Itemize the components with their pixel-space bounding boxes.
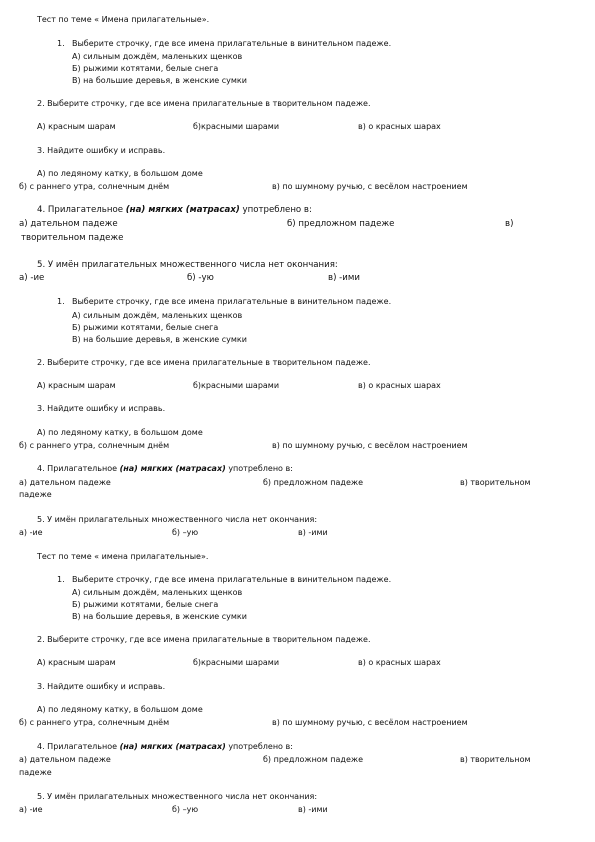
q4-option-b: б) предложном падеже	[287, 219, 395, 229]
q2-option-b: б)красными шарами	[193, 381, 280, 390]
q4-italic-2: (матрасах)	[182, 205, 240, 215]
q5-option-c: в) -ими	[298, 528, 328, 537]
q1-option-a: А) сильным дождём, маленьких щенков	[72, 311, 243, 320]
q2-option-b: б)красными шарами	[193, 122, 280, 131]
q3-option-a: А) по ледяному катку, в большом доме	[37, 705, 203, 714]
q4-text	[37, 743, 293, 751]
q5-option-b: б) -ую	[187, 273, 214, 283]
q3-text: 3. Найдите ошибку и исправь.	[37, 146, 166, 155]
q1-number: 1.	[57, 575, 65, 584]
q5-text: 5. У имён прилагательных множественного числа нет окончания:	[37, 260, 338, 270]
q2-option-c: в) о красных шарах	[358, 381, 441, 390]
q1-option-b: Б) рыжими котятами, белые снега	[72, 64, 219, 73]
q3-option-c: в) по шумному ручью, с весёлом настроением	[272, 441, 468, 450]
q1-text: Выберите строчку, где все имена прилагательные в винительном падеже.	[72, 575, 392, 584]
q4-option-b: б) предложном падеже	[263, 478, 363, 487]
q4-option-c-head: в)	[505, 219, 514, 229]
q5-text: 5. У имён прилагательных множественного числа нет окончания:	[37, 515, 318, 524]
q2-text: 2. Выберите строчку, где все имена прилагательные в творительном падеже.	[37, 635, 371, 644]
q1-option-c: В) на большие деревья, в женские сумки	[72, 335, 247, 344]
q4-option-a: а) дательном падеже	[19, 478, 111, 487]
q3-option-c: в) по шумному ручью, с весёлом настроением	[272, 182, 468, 191]
q1-text: Выберите строчку, где все имена прилагательные в винительном падеже.	[72, 39, 392, 48]
q4-italic-1: (на) мягких	[125, 205, 183, 215]
q1-option-a: А) сильным дождём, маленьких щенков	[72, 588, 243, 597]
q4-text	[37, 206, 312, 215]
q5-option-c: в) -ими	[328, 273, 360, 283]
q5-option-b: б) –ую	[172, 528, 199, 537]
q2-option-c: в) о красных шарах	[358, 122, 441, 131]
q3-option-b: б) с раннего утра, солнечным днём	[19, 718, 170, 727]
q1-text: Выберите строчку, где все имена прилагательные в винительном падеже.	[72, 297, 392, 306]
q4-post: употреблено в:	[225, 742, 293, 751]
test-title-1: Тест по теме « Имена прилагательные».	[37, 15, 210, 24]
q3-text: 3. Найдите ошибку и исправь.	[37, 404, 166, 413]
test-title-2: Тест по теме « имена прилагательные».	[37, 552, 209, 561]
q1-option-a: А) сильным дождём, маленьких щенков	[72, 52, 243, 61]
q5-text: 5. У имён прилагательных множественного числа нет окончания:	[37, 792, 318, 801]
q3-option-b: б) с раннего утра, солнечным днём	[19, 182, 170, 191]
q4-option-b: б) предложном падеже	[263, 755, 363, 764]
q4-pre: 4. Прилагательное	[37, 464, 120, 473]
q1-option-c: В) на большие деревья, в женские сумки	[72, 76, 247, 85]
q2-option-a: А) красным шарам	[37, 381, 116, 390]
q1-option-b: Б) рыжими котятами, белые снега	[72, 600, 219, 609]
q4-pre: 4. Прилагательное	[37, 205, 126, 215]
q5-option-a: а) -ие	[19, 528, 43, 537]
q4-option-c-line2: падеже	[19, 490, 52, 499]
q5-option-c: в) -ими	[298, 805, 328, 814]
q3-option-c: в) по шумному ручью, с весёлом настроением	[272, 718, 468, 727]
q3-option-a: А) по ледяному катку, в большом доме	[37, 428, 203, 437]
q5-option-a: а) -ие	[19, 273, 45, 283]
q3-option-b: б) с раннего утра, солнечным днём	[19, 441, 170, 450]
q1-option-b: Б) рыжими котятами, белые снега	[72, 323, 219, 332]
q4-post: употреблено в:	[239, 205, 312, 215]
q3-text: 3. Найдите ошибку и исправь.	[37, 682, 166, 691]
q2-text: 2. Выберите строчку, где все имена прилагательные в творительном падеже.	[37, 358, 371, 367]
q4-option-c-line1: в) творительном	[460, 755, 531, 764]
q4-option-c-line1: в) творительном	[460, 478, 531, 487]
q5-option-a: а) -ие	[19, 805, 43, 814]
q4-pre: 4. Прилагательное	[37, 742, 120, 751]
q4-option-a: а) дательном падеже	[19, 755, 111, 764]
q4-italic-2: (матрасах)	[172, 464, 226, 473]
q4-option-a: а) дательном падеже	[19, 219, 118, 229]
q2-option-a: А) красным шарам	[37, 658, 116, 667]
q2-text: 2. Выберите строчку, где все имена прилагательные в творительном падеже.	[37, 99, 371, 108]
q2-option-a: А) красным шарам	[37, 122, 116, 131]
q4-italic-2: (матрасах)	[172, 742, 226, 751]
q2-option-b: б)красными шарами	[193, 658, 280, 667]
q4-option-c-line2: падеже	[19, 768, 52, 777]
q1-number: 1.	[57, 39, 65, 48]
q4-option-c-tail: творительном падеже	[21, 233, 124, 243]
q5-option-b: б) –ую	[172, 805, 199, 814]
q3-option-a: А) по ледяному катку, в большом доме	[37, 169, 203, 178]
q2-option-c: в) о красных шарах	[358, 658, 441, 667]
q4-text	[37, 465, 293, 473]
q1-number: 1.	[57, 297, 65, 306]
q4-italic-1: (на) мягких	[119, 464, 173, 473]
q1-option-c: В) на большие деревья, в женские сумки	[72, 612, 247, 621]
q4-italic-1: (на) мягких	[119, 742, 173, 751]
q4-post: употреблено в:	[225, 464, 293, 473]
